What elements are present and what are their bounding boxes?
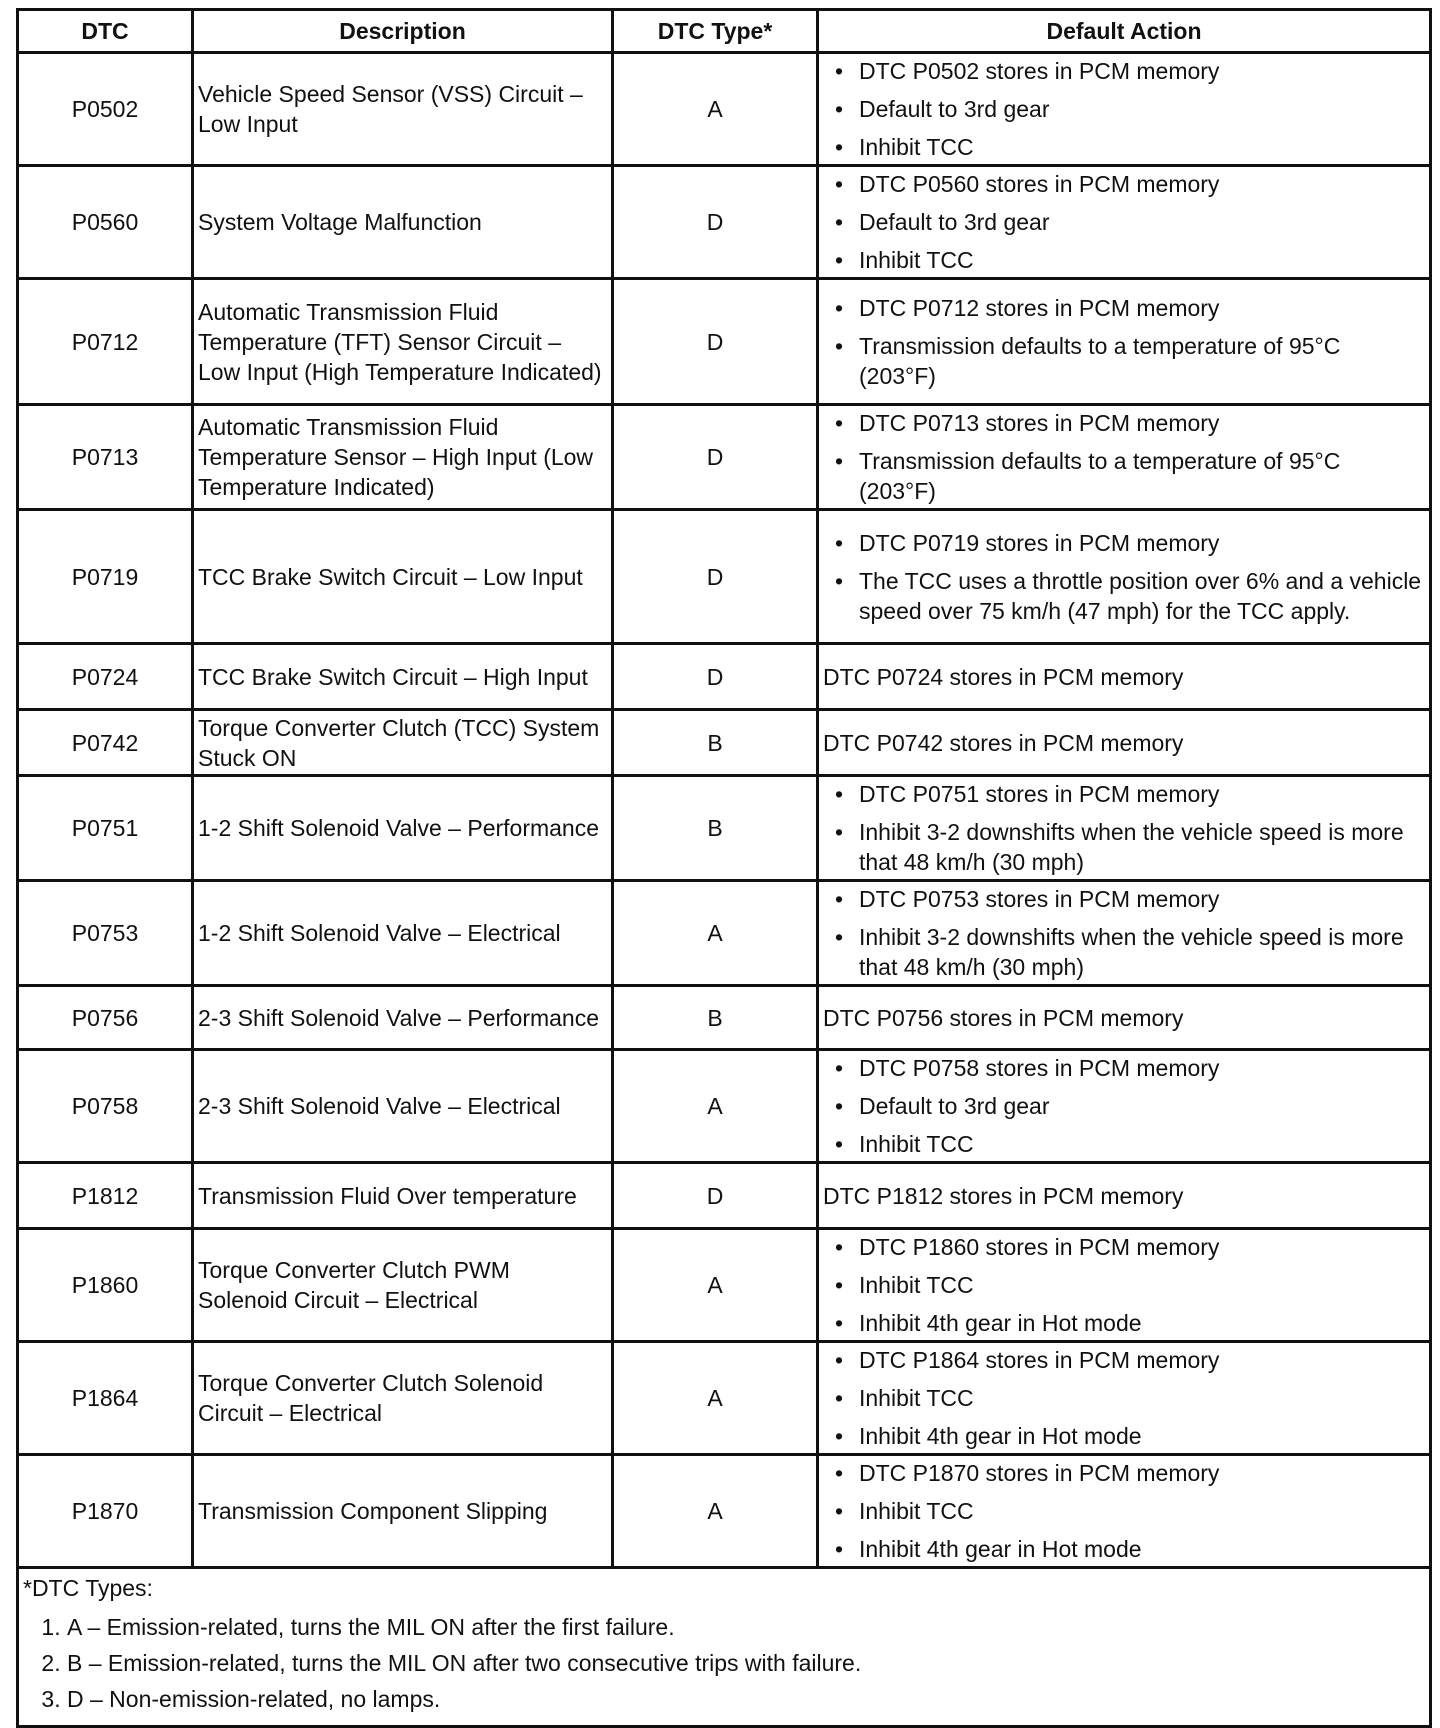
- default-action: [818, 1050, 1431, 1163]
- action-item: • DTC P0758 stores in PCM memory: [859, 1053, 1423, 1083]
- action-item: • DTC P1864 stores in PCM memory: [859, 1345, 1423, 1375]
- action-item: • Inhibit 3-2 downshifts when the vehicle speed is more that 48 km/h (30 mph): [859, 922, 1423, 982]
- dtc-description: Automatic Transmission Fluid Temperature Sensor – High Input (Low Temperature Indicated): [193, 405, 613, 510]
- action-item: • Inhibit TCC: [859, 132, 1423, 162]
- dtc-table: [16, 8, 1432, 1728]
- action-item: • Inhibit TCC: [859, 245, 1423, 275]
- table-row: [18, 710, 1431, 776]
- default-action: [818, 881, 1431, 986]
- action-item: • Inhibit 4th gear in Hot mode: [859, 1534, 1423, 1564]
- default-action: [818, 1229, 1431, 1342]
- dtc-description: 2-3 Shift Solenoid Valve – Performance: [193, 986, 613, 1050]
- action-item: • DTC P0502 stores in PCM memory: [859, 56, 1423, 86]
- table-row: [18, 53, 1431, 166]
- action-item: • Inhibit TCC: [859, 1129, 1423, 1159]
- dtc-code: P1860: [18, 1229, 193, 1342]
- default-action: [818, 53, 1431, 166]
- dtc-description: System Voltage Malfunction: [193, 166, 613, 279]
- dtc-code: P0560: [18, 166, 193, 279]
- table-row: [18, 1455, 1431, 1568]
- table-row: [18, 1342, 1431, 1455]
- dtc-code: P0724: [18, 644, 193, 710]
- default-action: DTC P1812 stores in PCM memory: [818, 1163, 1431, 1229]
- table-row: [18, 986, 1431, 1050]
- action-item: • DTC P0719 stores in PCM memory: [859, 528, 1423, 558]
- action-item: • Inhibit 4th gear in Hot mode: [859, 1308, 1423, 1338]
- dtc-type: B: [613, 986, 818, 1050]
- dtc-type: A: [613, 881, 818, 986]
- table-row: [18, 644, 1431, 710]
- dtc-code: P0753: [18, 881, 193, 986]
- action-item: • Default to 3rd gear: [859, 1091, 1423, 1121]
- dtc-description: Torque Converter Clutch PWM Solenoid Circuit – Electrical: [193, 1229, 613, 1342]
- dtc-type-note: 1. A – Emission-related, turns the MIL ON after the first failure.: [67, 1609, 1425, 1645]
- dtc-code: P0712: [18, 279, 193, 405]
- action-item: • DTC P0751 stores in PCM memory: [859, 779, 1423, 809]
- dtc-code: P1870: [18, 1455, 193, 1568]
- default-action: DTC P0724 stores in PCM memory: [818, 644, 1431, 710]
- dtc-type: D: [613, 166, 818, 279]
- header-dtc-type: DTC Type*: [613, 10, 818, 53]
- dtc-description: Automatic Transmission Fluid Temperature (TFT) Sensor Circuit – Low Input (High Temperature Indicated): [193, 279, 613, 405]
- action-item: • DTC P0713 stores in PCM memory: [859, 408, 1423, 438]
- action-item: • DTC P0753 stores in PCM memory: [859, 884, 1423, 914]
- default-action: DTC P0742 stores in PCM memory: [818, 710, 1431, 776]
- table-row: [18, 881, 1431, 986]
- footnote: [18, 1568, 1431, 1727]
- dtc-code: P0742: [18, 710, 193, 776]
- action-item: • Inhibit 4th gear in Hot mode: [859, 1421, 1423, 1451]
- default-action: [818, 776, 1431, 881]
- dtc-type-note: 3. D – Non-emission-related, no lamps.: [67, 1681, 1425, 1717]
- dtc-code: P0758: [18, 1050, 193, 1163]
- dtc-type: A: [613, 1342, 818, 1455]
- table-row: [18, 405, 1431, 510]
- default-action: [818, 1342, 1431, 1455]
- action-item: • Default to 3rd gear: [859, 94, 1423, 124]
- dtc-type-note: 2. B – Emission-related, turns the MIL ON after two consecutive trips with failure.: [67, 1645, 1425, 1681]
- default-action: [818, 166, 1431, 279]
- table-row: [18, 1050, 1431, 1163]
- dtc-document: [16, 8, 1429, 1728]
- dtc-code: P1864: [18, 1342, 193, 1455]
- action-item: • DTC P0560 stores in PCM memory: [859, 169, 1423, 199]
- dtc-type-list: [23, 1609, 1425, 1717]
- action-item: • Inhibit 3-2 downshifts when the vehicle speed is more that 48 km/h (30 mph): [859, 817, 1423, 877]
- dtc-description: Transmission Component Slipping: [193, 1455, 613, 1568]
- dtc-code: P1812: [18, 1163, 193, 1229]
- table-row: [18, 279, 1431, 405]
- table-row: [18, 776, 1431, 881]
- table-row: [18, 1163, 1431, 1229]
- header-default-action: Default Action: [818, 10, 1431, 53]
- dtc-description: Torque Converter Clutch (TCC) System Stuck ON: [193, 710, 613, 776]
- dtc-description: 1-2 Shift Solenoid Valve – Electrical: [193, 881, 613, 986]
- dtc-type: D: [613, 405, 818, 510]
- action-item: • DTC P0712 stores in PCM memory: [859, 293, 1423, 323]
- footnote-title: *DTC Types:: [23, 1575, 153, 1601]
- dtc-type: B: [613, 776, 818, 881]
- action-item: • Transmission defaults to a temperature of 95°C (203°F): [859, 446, 1423, 506]
- dtc-description: Torque Converter Clutch Solenoid Circuit – Electrical: [193, 1342, 613, 1455]
- dtc-type: A: [613, 1455, 818, 1568]
- dtc-type: D: [613, 279, 818, 405]
- action-item: • Inhibit TCC: [859, 1270, 1423, 1300]
- action-item: • Inhibit TCC: [859, 1496, 1423, 1526]
- dtc-type: D: [613, 510, 818, 644]
- action-item: • DTC P1870 stores in PCM memory: [859, 1458, 1423, 1488]
- dtc-code: P0756: [18, 986, 193, 1050]
- dtc-description: TCC Brake Switch Circuit – High Input: [193, 644, 613, 710]
- action-item: • Inhibit TCC: [859, 1383, 1423, 1413]
- table-row: [18, 1229, 1431, 1342]
- dtc-code: P0713: [18, 405, 193, 510]
- table-header-row: [18, 10, 1431, 53]
- dtc-type: D: [613, 644, 818, 710]
- dtc-type: B: [613, 710, 818, 776]
- dtc-description: 1-2 Shift Solenoid Valve – Performance: [193, 776, 613, 881]
- action-item: • The TCC uses a throttle position over 6% and a vehicle speed over 75 km/h (47 mph) for the TCC apply.: [859, 566, 1423, 626]
- action-item: • Default to 3rd gear: [859, 207, 1423, 237]
- action-item: • Transmission defaults to a temperature of 95°C (203°F): [859, 331, 1423, 391]
- table-row: [18, 510, 1431, 644]
- dtc-type: A: [613, 1050, 818, 1163]
- dtc-description: Vehicle Speed Sensor (VSS) Circuit – Low Input: [193, 53, 613, 166]
- action-item: • DTC P1860 stores in PCM memory: [859, 1232, 1423, 1262]
- default-action: [818, 1455, 1431, 1568]
- header-dtc: DTC: [18, 10, 193, 53]
- dtc-description: 2-3 Shift Solenoid Valve – Electrical: [193, 1050, 613, 1163]
- dtc-code: P0502: [18, 53, 193, 166]
- default-action: [818, 510, 1431, 644]
- footnote-row: [18, 1568, 1431, 1727]
- dtc-code: P0751: [18, 776, 193, 881]
- header-description: Description: [193, 10, 613, 53]
- table-row: [18, 166, 1431, 279]
- default-action: [818, 405, 1431, 510]
- dtc-description: Transmission Fluid Over temperature: [193, 1163, 613, 1229]
- dtc-type: A: [613, 1229, 818, 1342]
- default-action: DTC P0756 stores in PCM memory: [818, 986, 1431, 1050]
- dtc-type: A: [613, 53, 818, 166]
- dtc-type: D: [613, 1163, 818, 1229]
- default-action: [818, 279, 1431, 405]
- dtc-code: P0719: [18, 510, 193, 644]
- dtc-description: TCC Brake Switch Circuit – Low Input: [193, 510, 613, 644]
